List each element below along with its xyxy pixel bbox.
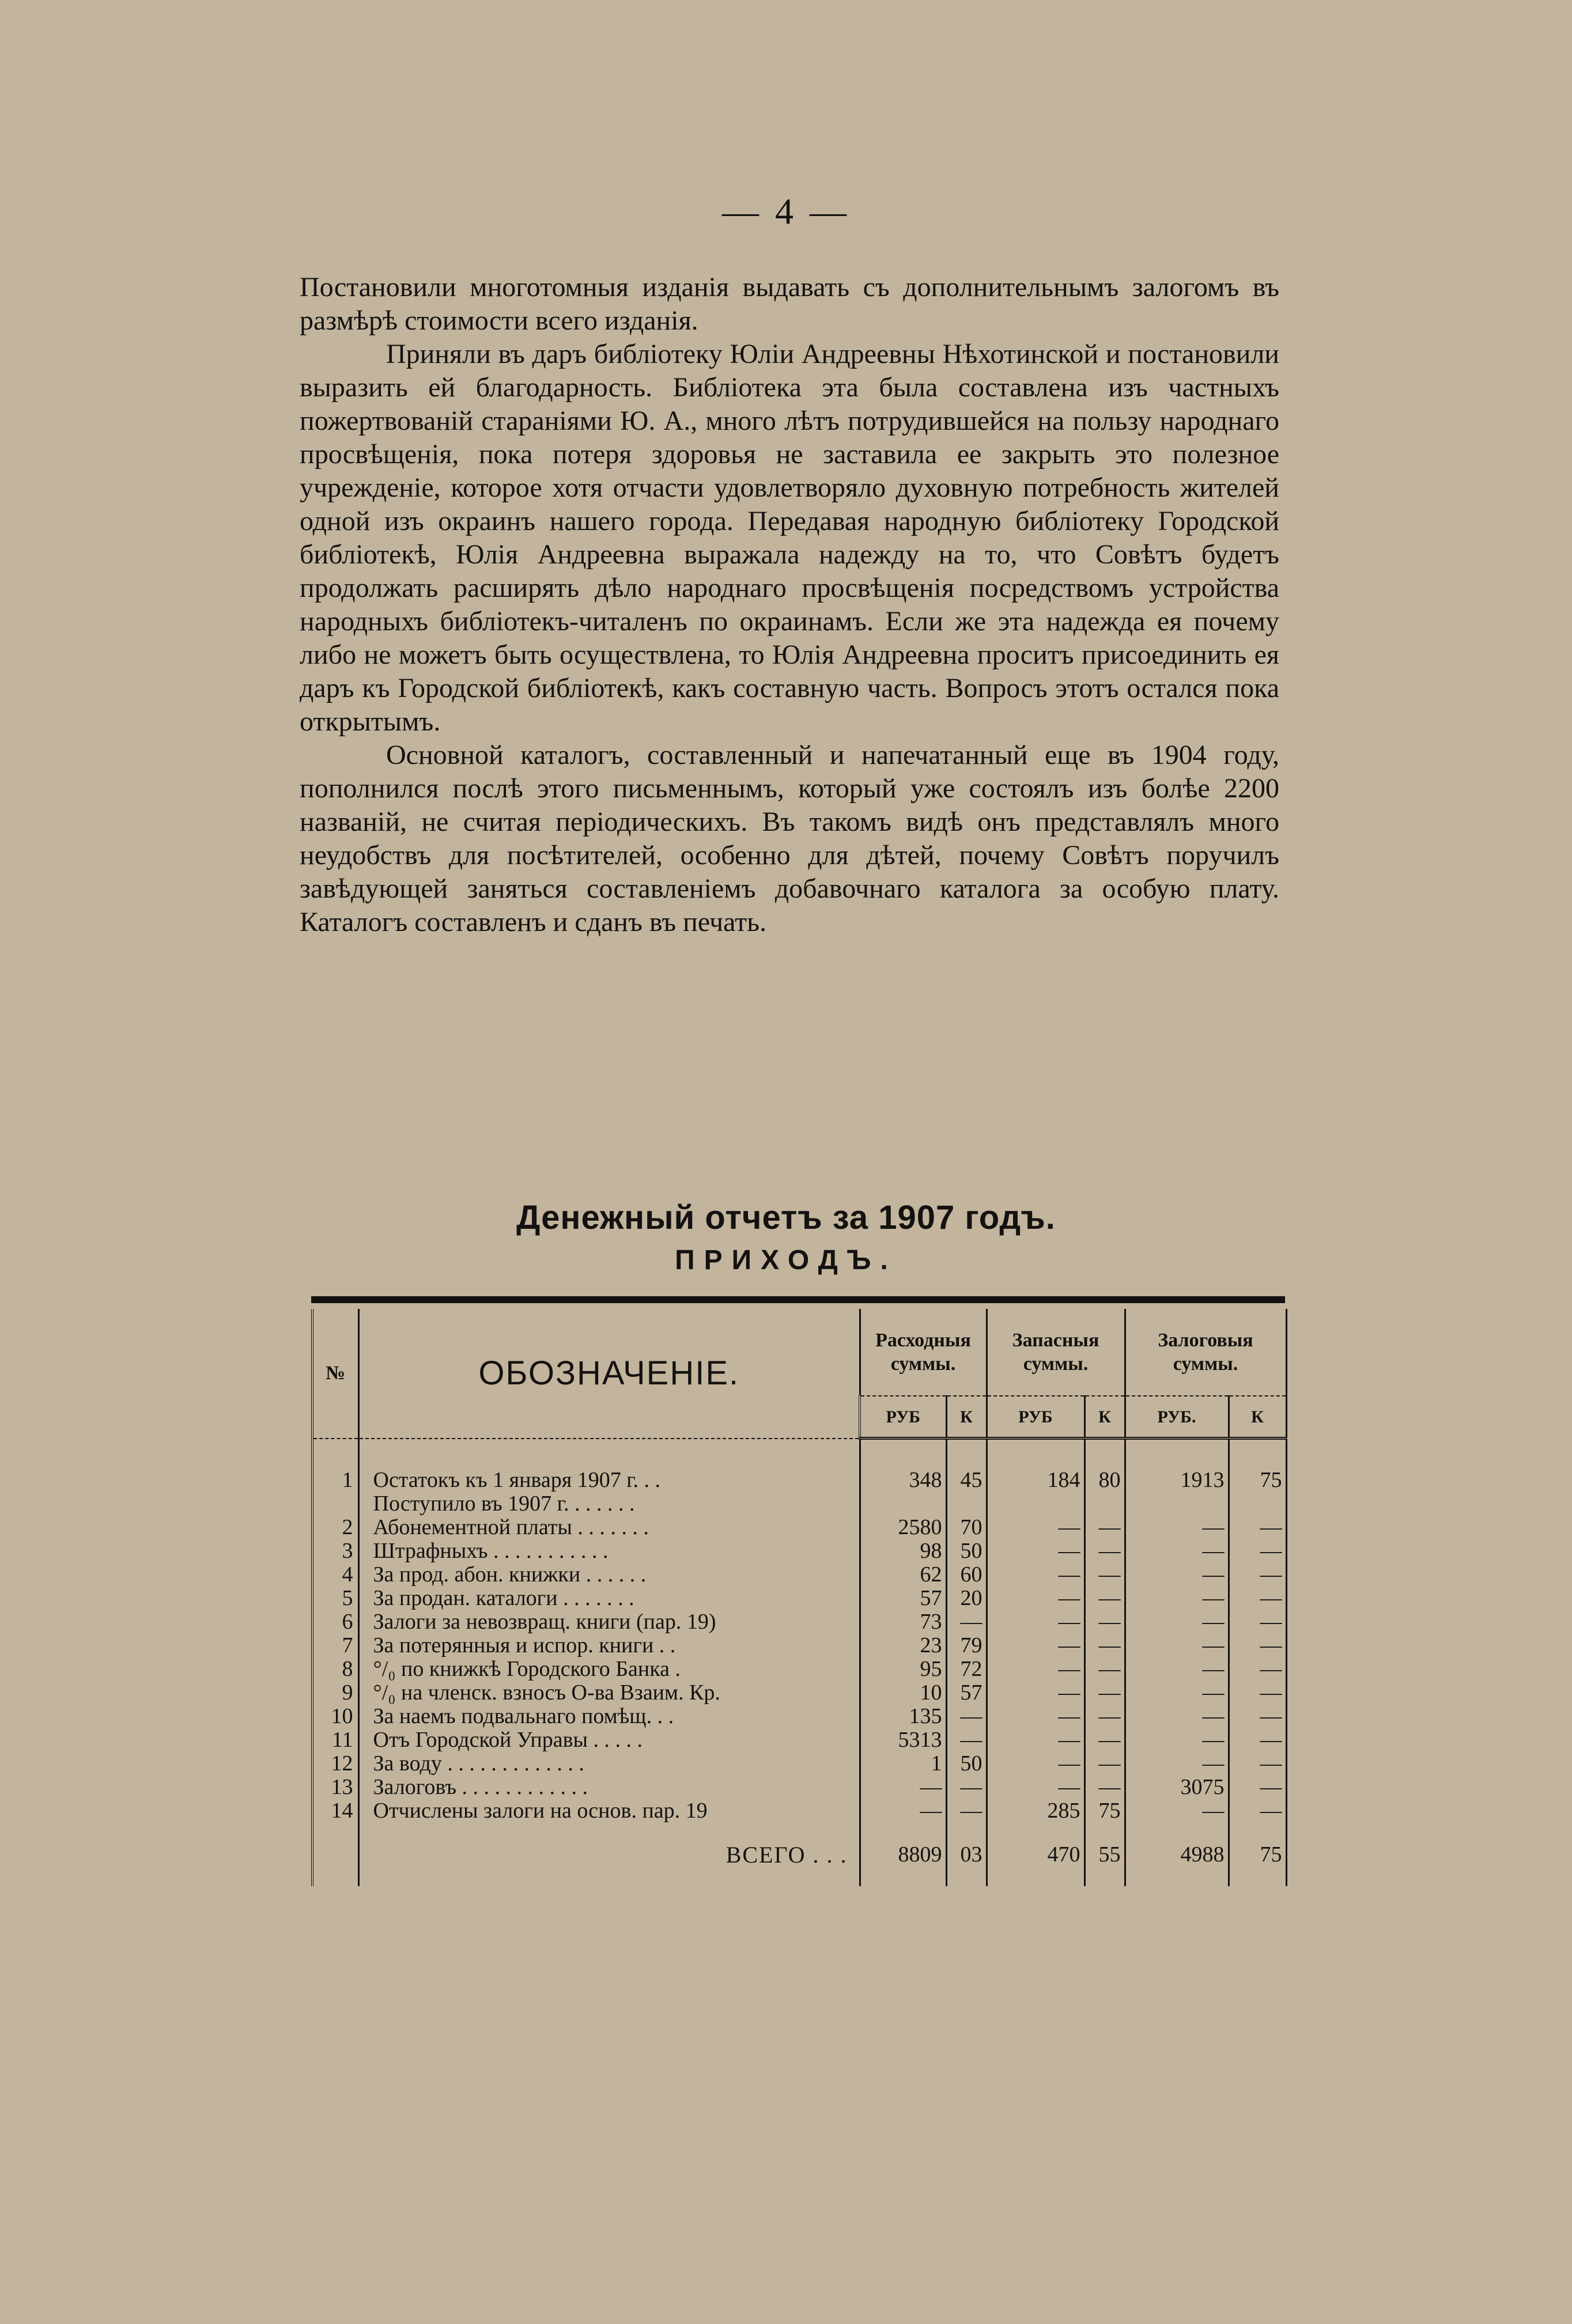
row-kop-3: — xyxy=(1229,1728,1286,1752)
total-kop-3: 75 xyxy=(1229,1823,1286,1886)
row-kop-3: — xyxy=(1229,1657,1286,1681)
row-kop-1: 57 xyxy=(946,1681,987,1705)
row-rub-1: 23 xyxy=(860,1634,946,1657)
row-kop-3: — xyxy=(1229,1776,1286,1799)
row-designation: За воду . . . . . . . . . . . . . xyxy=(358,1752,860,1776)
row-rub-2: — xyxy=(987,1516,1084,1539)
table-row xyxy=(312,1776,1286,1799)
row-kop-1: 70 xyxy=(946,1516,987,1539)
row-rub-3: — xyxy=(1125,1516,1229,1539)
body-text xyxy=(300,271,1279,939)
row-number: 12 xyxy=(312,1752,358,1776)
row-rub-1: 98 xyxy=(860,1539,946,1563)
row-kop-2: — xyxy=(1084,1563,1125,1587)
row-kop-1: 20 xyxy=(946,1587,987,1610)
header-kop-1: К xyxy=(946,1396,987,1439)
row-designation: Штрафныхъ . . . . . . . . . . . xyxy=(358,1539,860,1563)
row-rub-1: 2580 xyxy=(860,1516,946,1539)
header-rub-3: РУБ. xyxy=(1125,1396,1229,1439)
row-kop-3: — xyxy=(1229,1539,1286,1563)
row-rub-3: — xyxy=(1125,1587,1229,1610)
row-designation: Отъ Городской Управы . . . . . xyxy=(358,1728,860,1752)
row-rub-3: 1913 xyxy=(1125,1468,1229,1492)
row-rub-1 xyxy=(860,1492,946,1516)
row-kop-2 xyxy=(1084,1492,1125,1516)
row-kop-3: — xyxy=(1229,1705,1286,1728)
row-designation: За продан. каталоги . . . . . . . xyxy=(358,1587,860,1610)
row-rub-1: 348 xyxy=(860,1468,946,1492)
header-deposit-sums: Залоговыя суммы. xyxy=(1125,1309,1286,1396)
header-expense-sums: Расходныя суммы. xyxy=(860,1309,987,1396)
row-kop-2: — xyxy=(1084,1752,1125,1776)
row-rub-1: 135 xyxy=(860,1705,946,1728)
row-rub-3: — xyxy=(1125,1705,1229,1728)
total-kop-1: 03 xyxy=(946,1823,987,1886)
table-row xyxy=(312,1657,1286,1681)
header-designation: ОБОЗНАЧЕНІЕ. xyxy=(358,1309,860,1439)
row-rub-3: — xyxy=(1125,1728,1229,1752)
row-kop-3: — xyxy=(1229,1799,1286,1823)
row-number: 2 xyxy=(312,1516,358,1539)
row-rub-2 xyxy=(987,1492,1084,1516)
row-rub-2: — xyxy=(987,1610,1084,1634)
row-rub-1: 1 xyxy=(860,1752,946,1776)
table-row xyxy=(312,1728,1286,1752)
row-kop-2: — xyxy=(1084,1634,1125,1657)
row-designation: Залоговъ . . . . . . . . . . . . xyxy=(358,1776,860,1799)
table-row xyxy=(312,1468,1286,1492)
row-number: 10 xyxy=(312,1705,358,1728)
row-rub-2: — xyxy=(987,1657,1084,1681)
table-row xyxy=(312,1799,1286,1823)
row-kop-3: — xyxy=(1229,1681,1286,1705)
row-rub-3: — xyxy=(1125,1681,1229,1705)
report-subtitle: ПРИХОДЪ. xyxy=(675,1245,897,1275)
paragraph-2: Приняли въ даръ библіотеку Юліи Андреевны Нѣхотинской и постановили выразить ей благодарность. Библіотека эта была составлена изъ частныхъ пожертвованій стараніями Ю. А., много лѣтъ потрудившейся на пользу народнаго просвѣщенія, пока потеря здоровья не заставила ее закрыть это полезное учрежденіе, которое хотя отчасти удовлетворяло духовную потребность жителей одной изъ окраинъ нашего города. Передавая народную библіотеку Городской библіотекѣ, Юлія Андреевна выражала надежду на то, что Совѣтъ будетъ продолжать расширять дѣло народнаго просвѣщенія посредствомъ устройства народныхъ библіотекъ-читаленъ по окраинамъ. Если же эта надежда ея почему либо не можетъ быть осуществлена, то Юлія Андреевна проситъ присоединить ея даръ къ Городской библіотекѣ, какъ составную часть. Вопросъ этотъ остался пока открытымъ. xyxy=(300,339,1279,737)
row-kop-2: — xyxy=(1084,1657,1125,1681)
row-rub-2: — xyxy=(987,1776,1084,1799)
row-rub-3 xyxy=(1125,1492,1229,1516)
paragraph-3: Основной каталогъ, составленный и напечатанный еще въ 1904 году, пополнился послѣ этого письменнымъ, который уже состоялъ изъ болѣе 2200 названій, не считая періодическихъ. Въ такомъ видѣ онъ представлялъ много неудобствъ для посѣтителей, особенно для дѣтей, почему Совѣтъ поручилъ завѣдующей заняться составленіемъ добавочнаго каталога за особую плату. Каталогъ составленъ и сданъ въ печать. xyxy=(300,740,1279,937)
paragraph-1: Постановили многотомныя изданія выдавать съ дополнительнымъ залогомъ въ размѣрѣ стоимости всего изданія. xyxy=(300,272,1279,336)
row-number: 5 xyxy=(312,1587,358,1610)
row-rub-3: — xyxy=(1125,1539,1229,1563)
row-kop-3: — xyxy=(1229,1634,1286,1657)
total-rub-2: 470 xyxy=(987,1823,1084,1886)
row-kop-2: — xyxy=(1084,1516,1125,1539)
header-number: № xyxy=(312,1309,358,1439)
row-kop-1: — xyxy=(946,1610,987,1634)
row-kop-3 xyxy=(1229,1492,1286,1516)
header-rub-2: РУБ xyxy=(987,1396,1084,1439)
total-row xyxy=(312,1823,1286,1886)
row-rub-2: — xyxy=(987,1705,1084,1728)
row-number: 8 xyxy=(312,1657,358,1681)
total-rub-1: 8809 xyxy=(860,1823,946,1886)
row-kop-2: — xyxy=(1084,1539,1125,1563)
row-designation: Залоги за невозвращ. книги (пар. 19) xyxy=(358,1610,860,1634)
row-kop-3: — xyxy=(1229,1516,1286,1539)
row-kop-2: — xyxy=(1084,1681,1125,1705)
row-kop-3: — xyxy=(1229,1752,1286,1776)
row-number: 13 xyxy=(312,1776,358,1799)
row-rub-3: — xyxy=(1125,1799,1229,1823)
row-number: 6 xyxy=(312,1610,358,1634)
table-row xyxy=(312,1752,1286,1776)
table-row xyxy=(312,1705,1286,1728)
row-rub-1: — xyxy=(860,1776,946,1799)
row-rub-1: 5313 xyxy=(860,1728,946,1752)
table-row xyxy=(312,1681,1286,1705)
row-number: 14 xyxy=(312,1799,358,1823)
row-rub-2: — xyxy=(987,1728,1084,1752)
row-number: 1 xyxy=(312,1468,358,1492)
income-table xyxy=(311,1309,1287,1886)
row-rub-1: 10 xyxy=(860,1681,946,1705)
row-kop-2: 75 xyxy=(1084,1799,1125,1823)
row-rub-2: — xyxy=(987,1563,1084,1587)
row-kop-1 xyxy=(946,1492,987,1516)
row-rub-3: — xyxy=(1125,1610,1229,1634)
total-kop-2: 55 xyxy=(1084,1823,1125,1886)
row-rub-1: 95 xyxy=(860,1657,946,1681)
report-title: Денежный отчетъ за 1907 годъ. xyxy=(516,1199,1056,1236)
table-top-rule xyxy=(311,1296,1285,1303)
income-table-wrap xyxy=(311,1296,1285,1886)
row-rub-1: 73 xyxy=(860,1610,946,1634)
row-rub-3: — xyxy=(1125,1563,1229,1587)
row-designation: Отчислены залоги на основ. пар. 19 xyxy=(358,1799,860,1823)
row-designation: За потерянныя и испор. книги . . xyxy=(358,1634,860,1657)
row-number: 3 xyxy=(312,1539,358,1563)
row-kop-2: — xyxy=(1084,1587,1125,1610)
row-designation: °/₀ по книжкѣ Городского Банка . xyxy=(358,1657,860,1681)
row-rub-2: — xyxy=(987,1634,1084,1657)
row-number xyxy=(312,1492,358,1516)
row-number: 7 xyxy=(312,1634,358,1657)
row-rub-1: — xyxy=(860,1799,946,1823)
row-rub-1: 62 xyxy=(860,1563,946,1587)
table-row xyxy=(312,1539,1286,1563)
row-kop-1: — xyxy=(946,1799,987,1823)
row-rub-1: 57 xyxy=(860,1587,946,1610)
row-kop-3: — xyxy=(1229,1587,1286,1610)
row-designation: За наемъ подвальнаго помѣщ. . . xyxy=(358,1705,860,1728)
row-kop-3: 75 xyxy=(1229,1468,1286,1492)
total-rub-3: 4988 xyxy=(1125,1823,1229,1886)
row-kop-2: — xyxy=(1084,1705,1125,1728)
row-rub-2: — xyxy=(987,1681,1084,1705)
row-rub-3: 3075 xyxy=(1125,1776,1229,1799)
table-row xyxy=(312,1492,1286,1516)
row-kop-2: — xyxy=(1084,1610,1125,1634)
header-kop-3: К xyxy=(1229,1396,1286,1439)
row-kop-3: — xyxy=(1229,1610,1286,1634)
table-row xyxy=(312,1587,1286,1610)
row-kop-1: — xyxy=(946,1728,987,1752)
page-number: — 4 — xyxy=(722,191,850,232)
total-label: ВСЕГО . . . xyxy=(358,1823,860,1886)
row-designation: Остатокъ къ 1 января 1907 г. . . xyxy=(358,1468,860,1492)
row-kop-3: — xyxy=(1229,1563,1286,1587)
row-designation: Поступило въ 1907 г. . . . . . . xyxy=(358,1492,860,1516)
header-reserve-sums: Запасныя суммы. xyxy=(987,1309,1125,1396)
row-rub-2: — xyxy=(987,1752,1084,1776)
header-kop-2: К xyxy=(1084,1396,1125,1439)
table-row xyxy=(312,1563,1286,1587)
row-rub-3: — xyxy=(1125,1657,1229,1681)
row-number: 4 xyxy=(312,1563,358,1587)
row-kop-2: — xyxy=(1084,1728,1125,1752)
row-kop-1: — xyxy=(946,1776,987,1799)
table-row xyxy=(312,1516,1286,1539)
row-kop-1: 45 xyxy=(946,1468,987,1492)
row-rub-3: — xyxy=(1125,1752,1229,1776)
row-designation: За прод. абон. книжки . . . . . . xyxy=(358,1563,860,1587)
row-kop-1: 60 xyxy=(946,1563,987,1587)
table-row xyxy=(312,1610,1286,1634)
row-number: 9 xyxy=(312,1681,358,1705)
row-rub-2: 184 xyxy=(987,1468,1084,1492)
table-row xyxy=(312,1634,1286,1657)
row-rub-2: 285 xyxy=(987,1799,1084,1823)
row-kop-2: 80 xyxy=(1084,1468,1125,1492)
row-designation: °/₀ на членск. взносъ О-ва Взаим. Кр. xyxy=(358,1681,860,1705)
row-kop-1: 79 xyxy=(946,1634,987,1657)
row-kop-1: 72 xyxy=(946,1657,987,1681)
row-kop-1: 50 xyxy=(946,1752,987,1776)
row-number: 11 xyxy=(312,1728,358,1752)
row-rub-2: — xyxy=(987,1539,1084,1563)
row-designation: Абонементной платы . . . . . . . xyxy=(358,1516,860,1539)
row-kop-1: 50 xyxy=(946,1539,987,1563)
row-rub-3: — xyxy=(1125,1634,1229,1657)
header-rub-1: РУБ xyxy=(860,1396,946,1439)
row-kop-2: — xyxy=(1084,1776,1125,1799)
spacer-row xyxy=(312,1439,1286,1469)
row-rub-2: — xyxy=(987,1587,1084,1610)
row-kop-1: — xyxy=(946,1705,987,1728)
